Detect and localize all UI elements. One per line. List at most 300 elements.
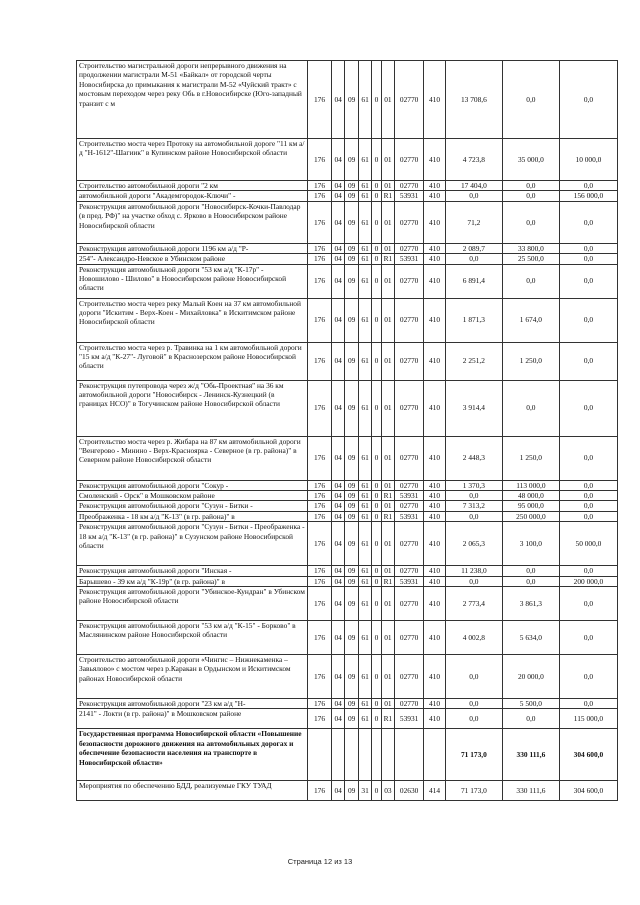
program-code: 61 <box>358 61 371 139</box>
program-code: 61 <box>358 576 371 586</box>
event-code: 01 <box>381 501 394 511</box>
sum-year-1: 0,0 <box>445 576 502 586</box>
sum-year-3: 0,0 <box>559 491 617 501</box>
event-code: 01 <box>381 655 394 699</box>
expense-type-code: 410 <box>424 522 446 566</box>
row-name: Преображенка - 18 км а/д "К-13" (в гр. района)" в <box>77 511 308 521</box>
direction-code: 02770 <box>395 566 424 576</box>
section-code: 04 <box>331 511 344 521</box>
row-name: Реконструкция автомобильной дороги "Убинское-Кундран" в Убинском районе Новосибирской области <box>77 587 308 621</box>
section-code: 04 <box>331 436 344 480</box>
table-row <box>77 522 618 566</box>
direction-code: 02770 <box>395 342 424 380</box>
direction-code: 53931 <box>395 511 424 521</box>
section-code: 04 <box>331 655 344 699</box>
direction-code: 02770 <box>395 243 424 253</box>
sum-year-1: 0,0 <box>445 511 502 521</box>
subprogram-code: 0 <box>372 621 381 655</box>
expense-type-code: 410 <box>424 709 446 729</box>
event-code: 01 <box>381 621 394 655</box>
table-row <box>77 491 618 501</box>
sum-year-3: 10 000,0 <box>559 139 617 181</box>
subprogram-code: 0 <box>372 181 381 191</box>
page-number: Страница 12 из 13 <box>287 857 353 866</box>
row-name: Реконструкция автомобильной дороги "23 км а/д "Н- <box>77 699 308 709</box>
row-name: Реконструкция путепровода через ж/д "Обь-Проектная" на 36 км автомобильной дороги "Новосибирск - Ленинск-Кузнецкий (в границах НСО)" в Тогучинском районе Новосибирской области <box>77 380 308 436</box>
expense-type-code: 414 <box>424 781 446 801</box>
event-code: 01 <box>381 243 394 253</box>
sum-year-3: 0,0 <box>559 298 617 342</box>
program-code: 61 <box>358 264 371 298</box>
expense-type-code: 410 <box>424 380 446 436</box>
section-code: 04 <box>331 566 344 576</box>
program-code: 61 <box>358 436 371 480</box>
direction-code: 53931 <box>395 576 424 586</box>
grbs-code: 176 <box>308 655 332 699</box>
grbs-code: 176 <box>308 511 332 521</box>
event-code <box>381 729 394 781</box>
section-code: 04 <box>331 264 344 298</box>
sum-year-2: 48 000,0 <box>502 491 559 501</box>
sum-year-2: 35 000,0 <box>502 139 559 181</box>
subsection-code: 09 <box>345 139 358 181</box>
event-code: R1 <box>381 491 394 501</box>
subprogram-code <box>372 729 381 781</box>
row-name: Мероприятия по обеспечению БДД, реализуемые ГКУ ТУАД <box>77 781 308 801</box>
table-row <box>77 201 618 243</box>
program-code: 61 <box>358 254 371 264</box>
grbs-code: 176 <box>308 501 332 511</box>
table-row <box>77 61 618 139</box>
event-code: 01 <box>381 139 394 181</box>
subprogram-code: 0 <box>372 522 381 566</box>
sum-year-2: 33 800,0 <box>502 243 559 253</box>
table-row <box>77 781 618 801</box>
sum-year-1: 4 002,8 <box>445 621 502 655</box>
sum-year-1: 2 089,7 <box>445 243 502 253</box>
table-row <box>77 254 618 264</box>
expense-type-code: 410 <box>424 61 446 139</box>
sum-year-1: 71,2 <box>445 201 502 243</box>
table-row <box>77 264 618 298</box>
row-name: Реконструкция автомобильной дороги "53 км а/д "К-15" - Борково" в Маслянинском районе Новосибирской области <box>77 621 308 655</box>
grbs-code: 176 <box>308 181 332 191</box>
grbs-code: 176 <box>308 621 332 655</box>
sum-year-3: 0,0 <box>559 243 617 253</box>
sum-year-1: 0,0 <box>445 709 502 729</box>
row-name: 2141" - Локти (в гр. района)" в Мошковском районе <box>77 709 308 729</box>
expense-type-code <box>424 729 446 781</box>
sum-year-3: 0,0 <box>559 61 617 139</box>
sum-year-3: 0,0 <box>559 480 617 490</box>
direction-code: 53931 <box>395 191 424 201</box>
row-name: Строительство автомобильной дороги «Чингис – Нижнекаменка – Завьялово» с мостом через р.Каракан в Ордынском и Искитимском районах Новосибирской области <box>77 655 308 699</box>
subprogram-code: 0 <box>372 436 381 480</box>
section-code: 04 <box>331 380 344 436</box>
sum-year-2: 0,0 <box>502 181 559 191</box>
row-name: Строительство автомобильной дороги "2 км <box>77 181 308 191</box>
section-code: 04 <box>331 621 344 655</box>
subsection-code: 09 <box>345 298 358 342</box>
subsection-code: 09 <box>345 655 358 699</box>
subprogram-code: 0 <box>372 587 381 621</box>
expense-type-code: 410 <box>424 655 446 699</box>
program-code: 61 <box>358 621 371 655</box>
table-row <box>77 436 618 480</box>
section-code: 04 <box>331 709 344 729</box>
row-name: автомобильной дороги "Академгородок-Ключи" - <box>77 191 308 201</box>
budget-table <box>76 60 618 801</box>
row-name: Реконструкция автомобильной дороги "53 км а/д "К-17р" - Новошилово - Шилово" в Новосибирском районе Новосибирской области <box>77 264 308 298</box>
expense-type-code: 410 <box>424 181 446 191</box>
sum-year-3: 0,0 <box>559 342 617 380</box>
sum-year-2: 5 500,0 <box>502 699 559 709</box>
sum-year-1: 1 370,3 <box>445 480 502 490</box>
section-code: 04 <box>331 587 344 621</box>
row-name: Строительство моста через р. Травинка на 1 км автомобильной дороги "15 км а/д "К-27"- Луговой" в Краснозерском районе Новосибирской области <box>77 342 308 380</box>
subsection-code: 09 <box>345 511 358 521</box>
event-code: 01 <box>381 699 394 709</box>
row-name: Строительство магистральной дороги непрерывного движения на продолжении магистрали М-51 «Байкал» от городской черты Новосибирска до примыкания к магистрали М-52 «Чуйский тракт» с мостовым переходом через реку Обь в г.Новосибирске (Юго-западный транзит с м <box>77 61 308 139</box>
subsection-code: 09 <box>345 480 358 490</box>
subsection-code: 09 <box>345 243 358 253</box>
event-code: R1 <box>381 254 394 264</box>
sum-year-3: 0,0 <box>559 380 617 436</box>
direction-code <box>395 729 424 781</box>
subprogram-code: 0 <box>372 566 381 576</box>
program-code: 61 <box>358 139 371 181</box>
sum-year-1: 17 404,0 <box>445 181 502 191</box>
expense-type-code: 410 <box>424 587 446 621</box>
grbs-code: 176 <box>308 298 332 342</box>
table-row <box>77 298 618 342</box>
sum-year-2: 5 634,0 <box>502 621 559 655</box>
subsection-code: 09 <box>345 342 358 380</box>
sum-year-2: 0,0 <box>502 264 559 298</box>
sum-year-1: 7 313,2 <box>445 501 502 511</box>
sum-year-2: 0,0 <box>502 576 559 586</box>
sum-year-3: 115 000,0 <box>559 709 617 729</box>
section-code: 04 <box>331 576 344 586</box>
subsection-code: 09 <box>345 380 358 436</box>
subsection-code: 09 <box>345 709 358 729</box>
sum-year-3: 0,0 <box>559 181 617 191</box>
subprogram-code: 0 <box>372 699 381 709</box>
sum-year-3: 156 000,0 <box>559 191 617 201</box>
table-row <box>77 501 618 511</box>
event-code: 01 <box>381 201 394 243</box>
expense-type-code: 410 <box>424 699 446 709</box>
grbs-code: 176 <box>308 254 332 264</box>
program-code: 31 <box>358 781 371 801</box>
direction-code: 02770 <box>395 501 424 511</box>
table-row <box>77 729 618 781</box>
row-name: Строительство моста через реку Малый Коен на 37 км автомобильной дороги "Искитим - Верх-Коен - Михайловка" в Искитимском районе Новосибирской области <box>77 298 308 342</box>
sum-year-2: 0,0 <box>502 191 559 201</box>
grbs-code: 176 <box>308 139 332 181</box>
sum-year-3: 0,0 <box>559 264 617 298</box>
sum-year-2: 113 000,0 <box>502 480 559 490</box>
event-code: 01 <box>381 587 394 621</box>
subprogram-code: 0 <box>372 511 381 521</box>
section-code: 04 <box>331 243 344 253</box>
grbs-code <box>308 729 332 781</box>
table-row <box>77 380 618 436</box>
sum-year-2: 1 250,0 <box>502 436 559 480</box>
section-code: 04 <box>331 342 344 380</box>
sum-year-2: 0,0 <box>502 380 559 436</box>
sum-year-1: 2 773,4 <box>445 587 502 621</box>
section-code: 04 <box>331 480 344 490</box>
subprogram-code: 0 <box>372 139 381 181</box>
table-row <box>77 709 618 729</box>
subsection-code: 09 <box>345 61 358 139</box>
event-code: 01 <box>381 342 394 380</box>
subprogram-code: 0 <box>372 254 381 264</box>
sum-year-1: 4 723,8 <box>445 139 502 181</box>
program-code: 61 <box>358 566 371 576</box>
table-row <box>77 699 618 709</box>
section-code: 04 <box>331 699 344 709</box>
grbs-code: 176 <box>308 699 332 709</box>
program-code: 61 <box>358 201 371 243</box>
sum-year-3: 0,0 <box>559 655 617 699</box>
direction-code: 02770 <box>395 380 424 436</box>
subprogram-code: 0 <box>372 380 381 436</box>
grbs-code: 176 <box>308 342 332 380</box>
row-name: Реконструкция автомобильной дороги "Инская - <box>77 566 308 576</box>
subsection-code: 09 <box>345 491 358 501</box>
subprogram-code: 0 <box>372 201 381 243</box>
row-name: Строительство моста через Протоку на автомобильной дороге "11 км а/д "Н-1612"-Шагиик" в Купинском районе Новосибирской области <box>77 139 308 181</box>
program-code: 61 <box>358 342 371 380</box>
subprogram-code: 0 <box>372 61 381 139</box>
sum-year-1: 0,0 <box>445 191 502 201</box>
section-code <box>331 729 344 781</box>
subprogram-code: 0 <box>372 655 381 699</box>
section-code: 04 <box>331 298 344 342</box>
sum-year-1: 6 891,4 <box>445 264 502 298</box>
expense-type-code: 410 <box>424 501 446 511</box>
program-code <box>358 729 371 781</box>
sum-year-3: 200 000,0 <box>559 576 617 586</box>
table-row <box>77 191 618 201</box>
section-code: 04 <box>331 181 344 191</box>
subprogram-code: 0 <box>372 709 381 729</box>
expense-type-code: 410 <box>424 264 446 298</box>
event-code: 01 <box>381 61 394 139</box>
row-name: Реконструкция автомобильной дороги "Сузун - Битки - <box>77 501 308 511</box>
program-code: 61 <box>358 191 371 201</box>
section-code: 04 <box>331 139 344 181</box>
grbs-code: 176 <box>308 491 332 501</box>
sum-year-2: 0,0 <box>502 61 559 139</box>
table-row <box>77 480 618 490</box>
subprogram-code: 0 <box>372 480 381 490</box>
subprogram-code: 0 <box>372 298 381 342</box>
direction-code: 02770 <box>395 181 424 191</box>
grbs-code: 176 <box>308 380 332 436</box>
direction-code: 02770 <box>395 298 424 342</box>
row-name: Смоленский - Орск" в Мошковском районе <box>77 491 308 501</box>
section-code: 04 <box>331 201 344 243</box>
subsection-code: 09 <box>345 587 358 621</box>
program-code: 61 <box>358 655 371 699</box>
subsection-code: 09 <box>345 699 358 709</box>
row-name: Реконструкция автомобильной дороги "Сузун - Битки - Преображенка - 18 км а/д "К-13" (в гр. района)" в Сузунском районе Новосибирской области <box>77 522 308 566</box>
grbs-code: 176 <box>308 61 332 139</box>
section-code: 04 <box>331 501 344 511</box>
grbs-code: 176 <box>308 436 332 480</box>
sum-year-3: 0,0 <box>559 587 617 621</box>
table-row <box>77 139 618 181</box>
event-code: R1 <box>381 511 394 521</box>
subsection-code: 09 <box>345 201 358 243</box>
grbs-code: 176 <box>308 576 332 586</box>
program-code: 61 <box>358 699 371 709</box>
sum-year-2: 20 000,0 <box>502 655 559 699</box>
program-code: 61 <box>358 587 371 621</box>
subsection-code: 09 <box>345 191 358 201</box>
subsection-code: 09 <box>345 576 358 586</box>
sum-year-1: 1 871,3 <box>445 298 502 342</box>
grbs-code: 176 <box>308 566 332 576</box>
program-code: 61 <box>358 298 371 342</box>
subprogram-code: 0 <box>372 576 381 586</box>
sum-year-1: 2 448,3 <box>445 436 502 480</box>
event-code: 01 <box>381 264 394 298</box>
sum-year-2: 1 674,0 <box>502 298 559 342</box>
row-name: 254"- Александро-Невское в Убинском районе <box>77 254 308 264</box>
expense-type-code: 410 <box>424 621 446 655</box>
direction-code: 02770 <box>395 522 424 566</box>
sum-year-1: 0,0 <box>445 655 502 699</box>
sum-year-3: 0,0 <box>559 501 617 511</box>
expense-type-code: 410 <box>424 511 446 521</box>
sum-year-1: 0,0 <box>445 699 502 709</box>
direction-code: 53931 <box>395 491 424 501</box>
event-code: 01 <box>381 298 394 342</box>
row-name: Реконструкция автомобильной дороги 1196 км а/д "Р- <box>77 243 308 253</box>
program-code: 61 <box>358 480 371 490</box>
direction-code: 02770 <box>395 480 424 490</box>
sum-year-1: 13 708,6 <box>445 61 502 139</box>
program-code: 61 <box>358 522 371 566</box>
subsection-code <box>345 729 358 781</box>
sum-year-3: 304 600,0 <box>559 781 617 801</box>
event-code: 01 <box>381 566 394 576</box>
row-name: Реконструкция автомобильной дороги "Сокур - <box>77 480 308 490</box>
grbs-code: 176 <box>308 243 332 253</box>
grbs-code: 176 <box>308 191 332 201</box>
grbs-code: 176 <box>308 587 332 621</box>
sum-year-2: 0,0 <box>502 201 559 243</box>
section-code: 04 <box>331 191 344 201</box>
row-name: Реконструкция автомобильной дороги "Новосибирск-Кочки-Павлодар (в пред. РФ)" на участке обход с. Ярково в Новосибирском районе Новосибирской области <box>77 201 308 243</box>
sum-year-2: 330 111,6 <box>502 781 559 801</box>
sum-year-3: 0,0 <box>559 621 617 655</box>
sum-year-2: 0,0 <box>502 709 559 729</box>
table-body <box>77 61 618 801</box>
table-row <box>77 576 618 586</box>
subprogram-code: 0 <box>372 264 381 298</box>
sum-year-1: 71 173,0 <box>445 729 502 781</box>
sum-year-3: 0,0 <box>559 201 617 243</box>
section-code: 04 <box>331 61 344 139</box>
direction-code: 02770 <box>395 436 424 480</box>
sum-year-1: 0,0 <box>445 491 502 501</box>
grbs-code: 176 <box>308 781 332 801</box>
subprogram-code: 0 <box>372 191 381 201</box>
program-code: 61 <box>358 501 371 511</box>
program-code: 61 <box>358 243 371 253</box>
sum-year-3: 0,0 <box>559 254 617 264</box>
table-row <box>77 566 618 576</box>
direction-code: 02770 <box>395 61 424 139</box>
subsection-code: 09 <box>345 181 358 191</box>
sum-year-2: 3 861,3 <box>502 587 559 621</box>
expense-type-code: 410 <box>424 139 446 181</box>
program-code: 61 <box>358 380 371 436</box>
subsection-code: 09 <box>345 501 358 511</box>
direction-code: 53931 <box>395 709 424 729</box>
event-code: 01 <box>381 522 394 566</box>
grbs-code: 176 <box>308 201 332 243</box>
section-code: 04 <box>331 254 344 264</box>
sum-year-3: 304 600,0 <box>559 729 617 781</box>
table-row <box>77 655 618 699</box>
table-row <box>77 587 618 621</box>
event-code: R1 <box>381 576 394 586</box>
sum-year-2: 0,0 <box>502 566 559 576</box>
sum-year-1: 11 238,0 <box>445 566 502 576</box>
expense-type-code: 410 <box>424 254 446 264</box>
subsection-code: 09 <box>345 621 358 655</box>
event-code: 01 <box>381 181 394 191</box>
subprogram-code: 0 <box>372 342 381 380</box>
direction-code: 53931 <box>395 254 424 264</box>
direction-code: 02770 <box>395 655 424 699</box>
expense-type-code: 410 <box>424 436 446 480</box>
event-code: R1 <box>381 191 394 201</box>
sum-year-3: 0,0 <box>559 699 617 709</box>
subsection-code: 09 <box>345 254 358 264</box>
program-code: 61 <box>358 491 371 501</box>
section-code: 04 <box>331 522 344 566</box>
table-row <box>77 511 618 521</box>
sum-year-1: 0,0 <box>445 254 502 264</box>
subsection-code: 09 <box>345 522 358 566</box>
expense-type-code: 410 <box>424 480 446 490</box>
expense-type-code: 410 <box>424 566 446 576</box>
grbs-code: 176 <box>308 264 332 298</box>
expense-type-code: 410 <box>424 201 446 243</box>
program-code: 61 <box>358 181 371 191</box>
direction-code: 02770 <box>395 264 424 298</box>
subsection-code: 09 <box>345 436 358 480</box>
grbs-code: 176 <box>308 709 332 729</box>
table-row <box>77 181 618 191</box>
event-code: 03 <box>381 781 394 801</box>
subprogram-code: 0 <box>372 491 381 501</box>
sum-year-1: 71 173,0 <box>445 781 502 801</box>
event-code: 01 <box>381 380 394 436</box>
direction-code: 02630 <box>395 781 424 801</box>
sum-year-1: 3 914,4 <box>445 380 502 436</box>
grbs-code: 176 <box>308 480 332 490</box>
program-code: 61 <box>358 511 371 521</box>
subsection-code: 09 <box>345 781 358 801</box>
